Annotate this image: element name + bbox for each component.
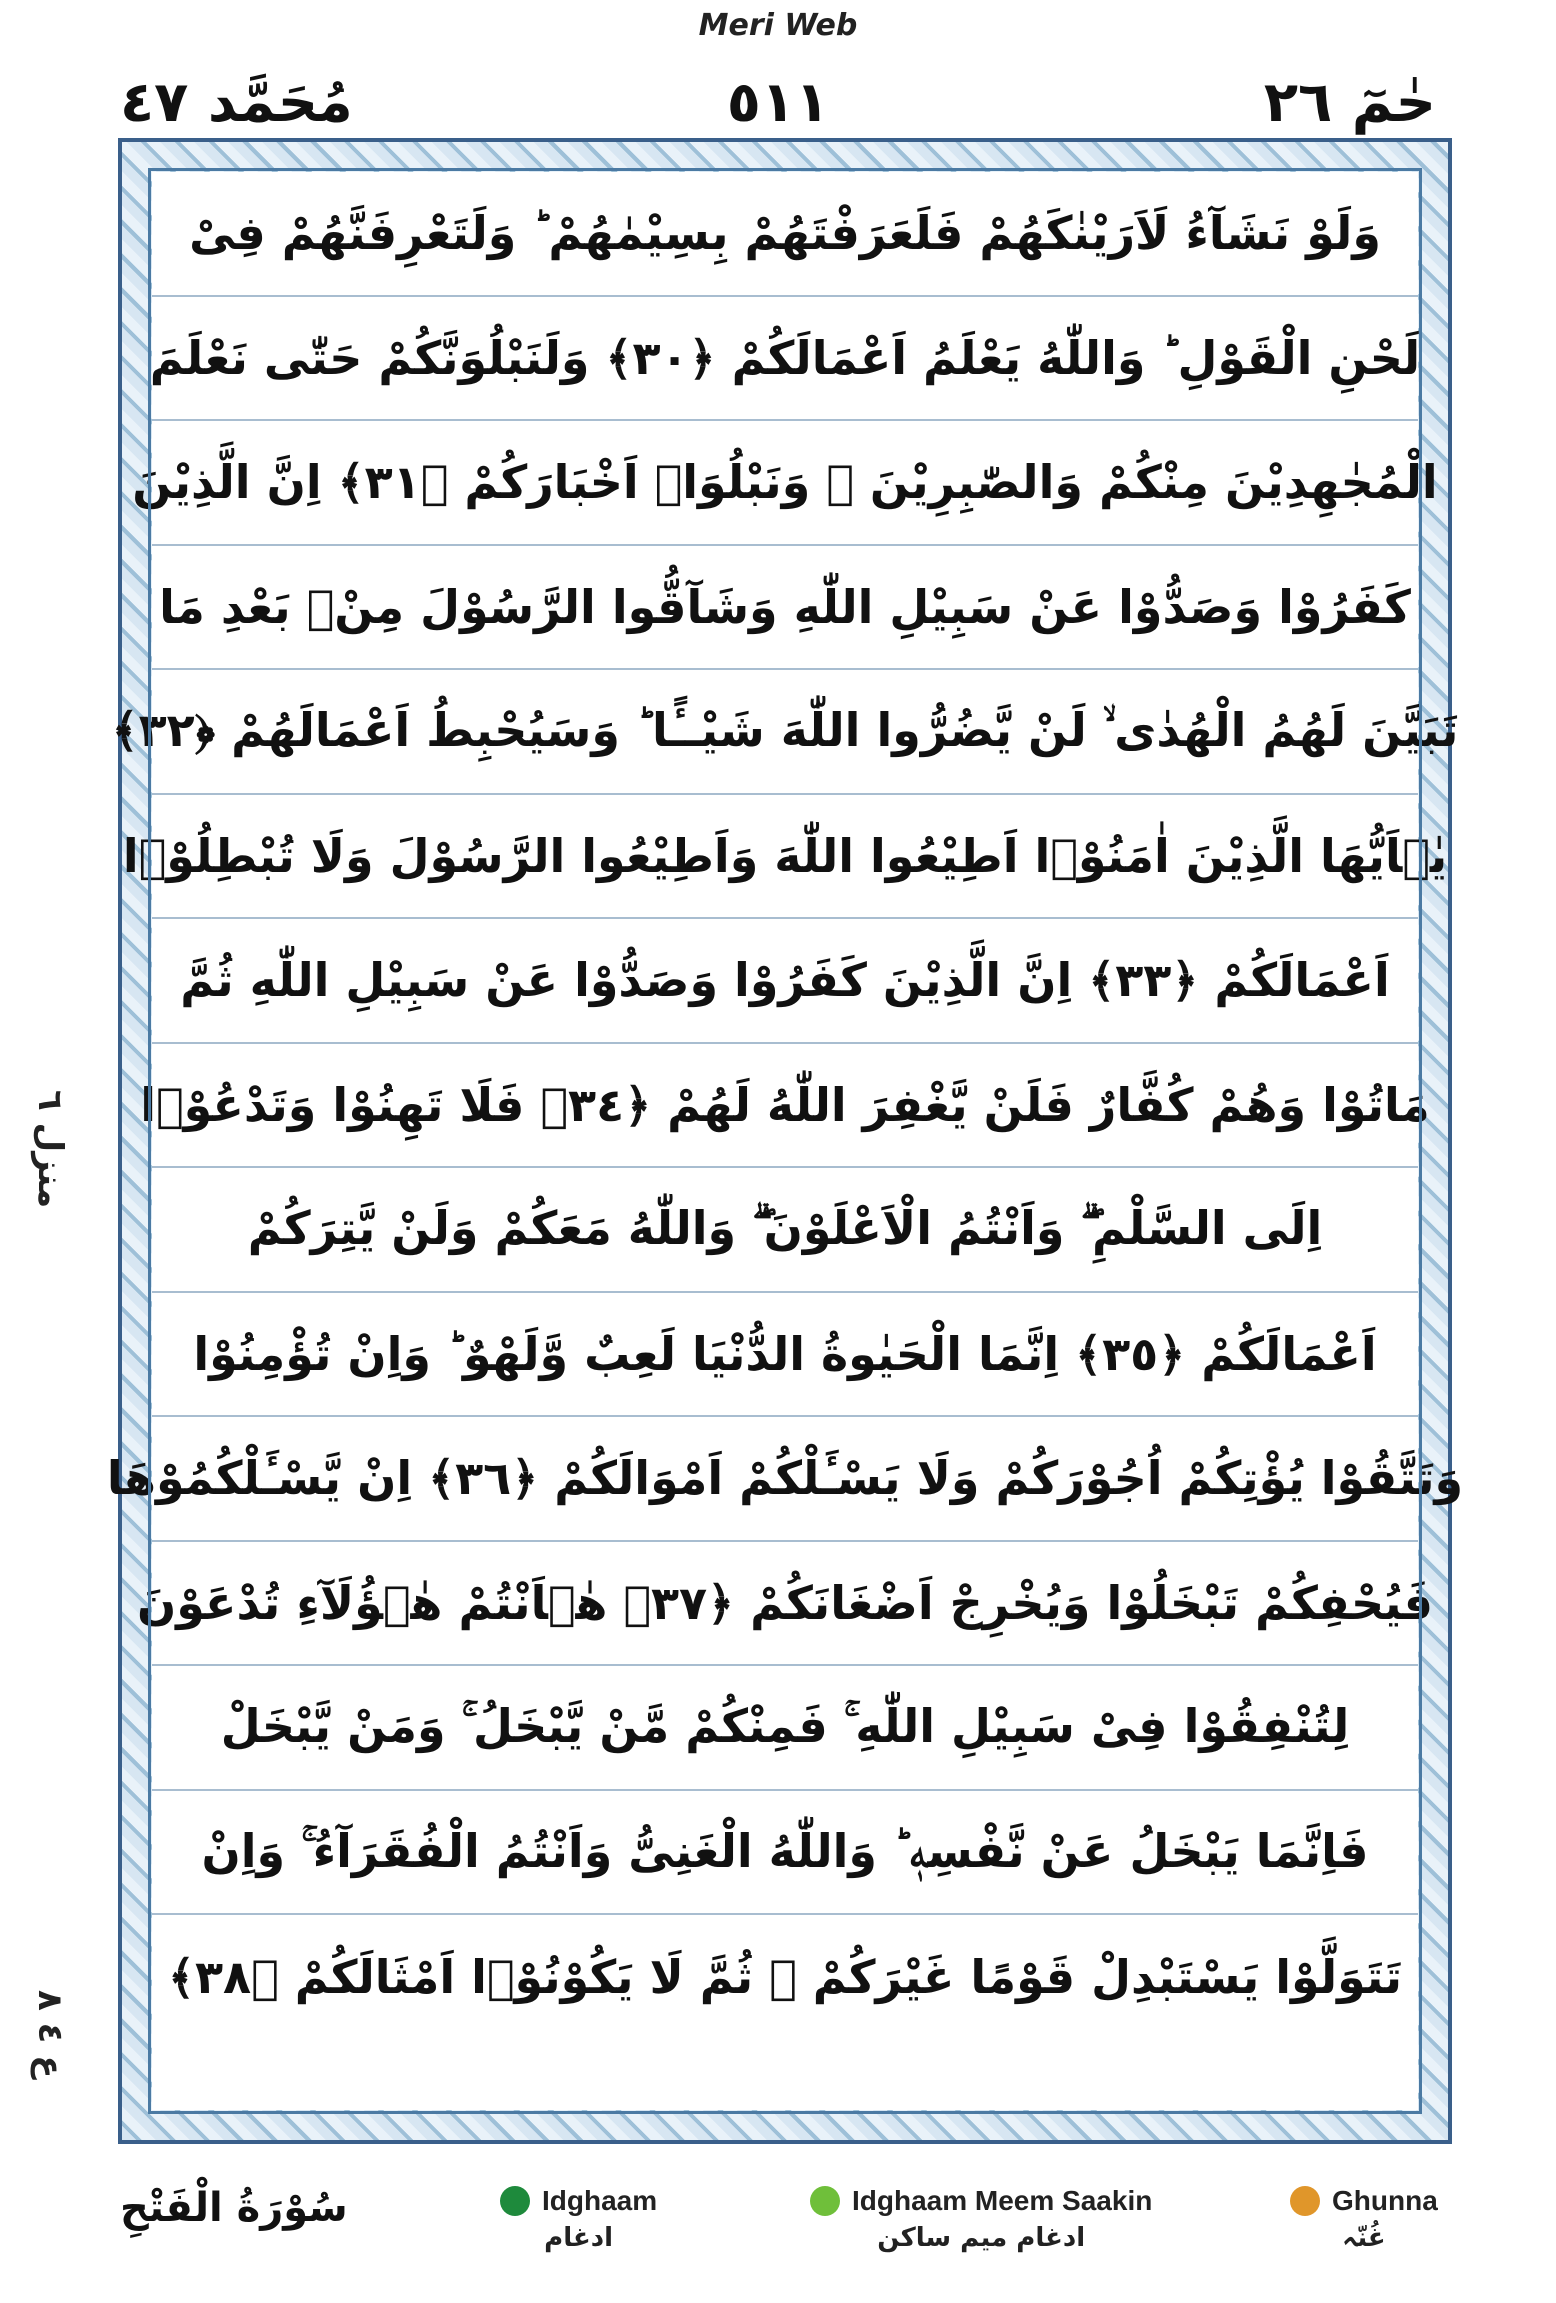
text-line (152, 1293, 1418, 1418)
text-line (136, 1542, 1434, 1667)
legend-label-en: Idghaam Meem Saakin (852, 2185, 1153, 2216)
juz-name: حٰمٓ ٢٦ (1263, 70, 1436, 135)
line-text: وَتَتَّقُوْا يُؤْتِكُمْ اُجُوْرَكُمْ وَلَا يَسْـَٔلْكُمْ اَمْوَالَكُمْ ﴿٣٦﴾ اِنْ يَّسْـَٔلْكُمُوْهَا (106, 1451, 1464, 1506)
text-line (152, 1168, 1418, 1293)
legend-label-ar: ادغام میم ساکن (877, 2223, 1086, 2253)
surah-name: مُحَمَّد ٤٧ (120, 70, 353, 135)
line-text: يٰۤاَيُّهَا الَّذِيْنَ اٰمَنُوْۤا اَطِيْعُوا اللّٰهَ وَاَطِيْعُوا الرَّسُوْلَ وَلَا تُبْطِلُوْۤا (122, 828, 1448, 883)
line-text: لِتُنْفِقُوْا فِىْ سَبِيْلِ اللّٰهِ ۚ فَمِنْكُمْ مَّنْ يَّبْخَلُ ۚ وَمَنْ يَّبْخَلْ (220, 1699, 1350, 1754)
legend-idghaam (500, 2185, 657, 2253)
ghunna-color-dot-icon (1290, 2186, 1320, 2216)
line-text: تَتَوَلَّوْا يَسْتَبْدِلْ قَوْمًا غَيْرَكُمْ ۙ ثُمَّ لَا يَكُوْنُوْۤا اَمْثَالَكُمْ ﴿٣٨﴾ (167, 1950, 1403, 2005)
line-text: فَاِنَّمَا يَبْخَلُ عَنْ نَّفْسِهٖ ؕ وَاللّٰهُ الْغَنِىُّ وَاَنْتُمُ الْفُقَرَآءُ ۚ وَاِنْ (201, 1823, 1369, 1878)
line-text: مَاتُوْا وَهُمْ كُفَّارٌ فَلَنْ يَّغْفِرَ اللّٰهُ لَهُمْ ﴿٣٤﴾ فَلَا تَهِنُوْا وَتَدْعُوْۤا (140, 1077, 1430, 1132)
manzil-marker: منزل ٦ (30, 1090, 70, 1209)
text-line (152, 1915, 1418, 2040)
page-frame (106, 138, 1464, 2144)
line-text: تَبَيَّنَ لَهُمُ الْهُدٰى ۙ لَنْ يَّضُرُّوا اللّٰهَ شَيْــًٔا ؕ وَسَيُحْبِطُ اَعْمَالَهُمْ ﴿٣٢﴾ (111, 703, 1459, 758)
text-line (149, 297, 1421, 422)
line-text: اِلَى السَّلْمِ ۖۗ وَاَنْتُمُ الْاَعْلَوْنَ ۖۗ وَاللّٰهُ مَعَكُمْ وَلَنْ يَّتِرَكُمْ (247, 1201, 1323, 1256)
line-text: فَيُحْفِكُمْ تَبْخَلُوْا وَيُخْرِجْ اَضْغَانَكُمْ ﴿٣٧﴾ هٰۤاَنْتُمْ هٰۤؤُلَآءِ تُدْعَوْنَ (136, 1575, 1434, 1630)
page-number: ٥١١ (726, 70, 830, 135)
text-line (152, 546, 1418, 671)
idghaam-color-dot-icon (500, 2186, 530, 2216)
legend-ghunna (1290, 2185, 1438, 2253)
line-text: وَلَوْ نَشَآءُ لَاَرَيْنٰكَهُمْ فَلَعَرَفْتَهُمْ بِسِيْمٰهُمْ ؕ وَلَتَعْرِفَنَّهُمْ فِىْ (189, 206, 1381, 261)
legend-label-en: Ghunna (1332, 2185, 1438, 2216)
text-line (152, 1791, 1418, 1916)
legend-label-en: Idghaam (542, 2185, 658, 2216)
text-line (111, 670, 1459, 795)
line-text: الْمُجٰهِدِيْنَ مِنْكُمْ وَالصّٰبِرِيْنَ ۙ وَنَبْلُوَا۟ اَخْبَارَكُمْ ﴿٣١﴾ اِنَّ الَّذِيْنَ (132, 455, 1438, 510)
line-text: اَعْمَالَكُمْ ﴿٣٣﴾ اِنَّ الَّذِيْنَ كَفَرُوْا وَصَدُّوْا عَنْ سَبِيْلِ اللّٰهِ ثُمَّ (180, 953, 1390, 1008)
idghaam-meem-color-dot-icon (810, 2186, 840, 2216)
page-header (110, 58, 1446, 148)
next-surah-title: سُوْرَةُ الْفَتْحِ (120, 2185, 348, 2231)
text-area (106, 172, 1464, 2110)
text-line (152, 919, 1418, 1044)
text-line (140, 1044, 1430, 1169)
text-line (132, 421, 1438, 546)
line-text: كَفَرُوْا وَصَدُّوْا عَنْ سَبِيْلِ اللّٰهِ وَشَآقُّوا الرَّسُوْلَ مِنْۢ بَعْدِ مَا (159, 579, 1411, 634)
legend-idghaam-meem-saakin (810, 2185, 1152, 2253)
legend-label-ar: ادغام (544, 2223, 613, 2253)
text-line (122, 795, 1448, 920)
text-line (106, 1417, 1464, 1542)
text-line (152, 172, 1418, 297)
line-text: اَعْمَالَكُمْ ﴿٣٥﴾ اِنَّمَا الْحَيٰوةُ الدُّنْيَا لَعِبٌ وَّلَهْوٌ ؕ وَاِنْ تُؤْمِنُوْا (193, 1326, 1377, 1381)
ruku-marker: ع ٤ ٨ (30, 1990, 70, 2079)
line-text: لَحْنِ الْقَوْلِ ؕ وَاللّٰهُ يَعْلَمُ اَعْمَالَكُمْ ﴿٣٠﴾ وَلَنَبْلُوَنَّكُمْ حَتّٰى نَعْلَمَ (149, 330, 1421, 385)
text-line (152, 1666, 1418, 1791)
page-footer (110, 2185, 1486, 2295)
legend-label-ar: غُنّہ (1342, 2223, 1386, 2253)
watermark: Meri Web (698, 8, 858, 43)
